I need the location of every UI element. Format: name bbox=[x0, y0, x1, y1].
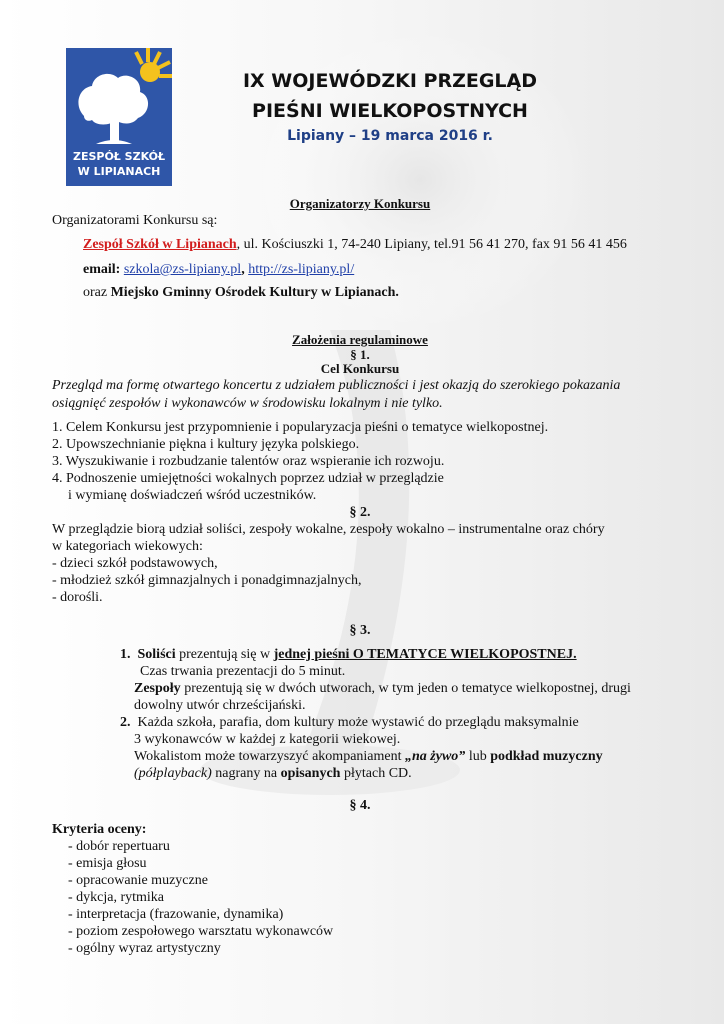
criteria-heading: Kryteria oceny: bbox=[52, 822, 147, 837]
page-title-line1: IX WOJEWÓDZKI PRZEGLĄD bbox=[242, 70, 538, 92]
intro-line1: Przegląd ma formę otwartego koncertu z udziałem publiczności i jest okazją do szerokiego pokazania bbox=[52, 378, 621, 393]
email-link[interactable]: szkola@zs-lipiany.pl bbox=[123, 262, 242, 277]
sun-tree-icon bbox=[66, 48, 172, 148]
page-title-line2: PIEŚNI WIELKOPOSTNYCH bbox=[252, 100, 528, 122]
section-3-mark: § 3. bbox=[349, 623, 371, 638]
school-address-line bbox=[83, 236, 627, 253]
criteria-item: - dykcja, rytmika bbox=[68, 890, 165, 905]
criteria-item: - dobór repertuaru bbox=[68, 839, 170, 854]
goal-item: 4. Podnoszenie umiejętności wokalnych poprzez udział w przeglądzie bbox=[52, 471, 444, 486]
co-organizer-name: Miejsko Gminny Ośrodek Kultury w Lipianach. bbox=[110, 285, 399, 300]
s3-ensembles-line bbox=[134, 680, 631, 697]
co-organizer-line bbox=[83, 284, 399, 301]
soloists-theme: jednej pieśni O TEMATYCE WIELKOPOSTNEJ. bbox=[273, 647, 577, 662]
criteria-item: - ogólny wyraz artystyczny bbox=[68, 941, 221, 956]
s3-cd-line bbox=[134, 765, 412, 782]
criteria-item: - emisja głosu bbox=[68, 856, 147, 871]
contact-comma: , bbox=[241, 262, 245, 277]
school-address: , ul. Kościuszki 1, 74-240 Lipiany, tel.91 56 41 270, fax 91 56 41 456 bbox=[236, 237, 627, 252]
rules-heading: Założenia regulaminowe bbox=[292, 332, 428, 347]
s3-point2-line2: 3 wykonawców w każdej z kategorii wiekowej. bbox=[134, 732, 401, 747]
school-logo bbox=[66, 48, 172, 186]
accompaniment-text: Wokalistom może towarzyszyć akompaniament bbox=[134, 749, 406, 764]
s3-point2-num: 2. bbox=[120, 715, 131, 730]
school-name-link[interactable]: Zespół Szkół w Lipianach bbox=[83, 237, 237, 252]
s3-point2-text: Każda szkoła, parafia, dom kultury może wystawić do przeglądu maksymalnie bbox=[137, 715, 579, 730]
participants-line2: w kategoriach wiekowych: bbox=[52, 539, 203, 554]
live-label: „na żywo” bbox=[405, 749, 466, 764]
contact-line bbox=[83, 261, 354, 278]
co-organizer-prefix: oraz bbox=[83, 285, 111, 300]
halfplayback-label: (półplayback) bbox=[134, 766, 212, 781]
goal-item: 2. Upowszechnianie piękna i kultury języka polskiego. bbox=[52, 437, 360, 452]
described-label: opisanych bbox=[280, 766, 341, 781]
intro-line2: osiągnięć zespołów i wykonawców w środowisku lokalnym i nie tylko. bbox=[52, 396, 443, 411]
section-1-mark: § 1. bbox=[350, 347, 370, 362]
criteria-item: - opracowanie muzyczne bbox=[68, 873, 208, 888]
goal-item: i wymianę doświadczeń wśród uczestników. bbox=[68, 488, 317, 503]
s3-accompaniment-line bbox=[134, 748, 603, 765]
website-link[interactable]: http://zs-lipiany.pl/ bbox=[248, 262, 355, 277]
organizers-heading: Organizatorzy Konkursu bbox=[289, 196, 431, 211]
category-item: - młodzież szkół gimnazjalnych i ponadgimnazjalnych, bbox=[52, 573, 362, 588]
criteria-item: - interpretacja (frazowanie, dynamika) bbox=[68, 907, 284, 922]
logo-text-line1: ZESPÓŁ SZKÓŁ bbox=[72, 150, 166, 163]
soloists-text: prezentują się w bbox=[175, 647, 274, 662]
goal-item: 1. Celem Konkursu jest przypomnienie i popularyzacja pieśni o tematyce wielkopostnej. bbox=[52, 420, 549, 435]
s3-point1-num: 1. bbox=[120, 647, 131, 662]
cd-text: płytach CD. bbox=[340, 766, 412, 781]
ensembles-label: Zespoły bbox=[134, 681, 181, 696]
event-date: Lipiany – 19 marca 2016 r. bbox=[287, 128, 493, 144]
s3-point2-line1 bbox=[120, 714, 579, 731]
backing-track-label: podkład muzyczny bbox=[490, 749, 603, 764]
ensembles-text: prezentują się w dwóch utworach, w tym jeden o tematyce wielkopostnej, drugi bbox=[180, 681, 631, 696]
goal-item: 3. Wyszukiwanie i rozbudzanie talentów oraz wspieranie ich rozwoju. bbox=[52, 454, 445, 469]
category-item: - dorośli. bbox=[52, 590, 103, 605]
recorded-text: nagrany na bbox=[211, 766, 281, 781]
s3-time-limit: Czas trwania prezentacji do 5 minut. bbox=[140, 664, 346, 679]
section-2-mark: § 2. bbox=[349, 505, 371, 520]
email-label: email: bbox=[83, 262, 121, 277]
participants-line1: W przeglądzie biorą udział soliści, zespoły wokalne, zespoły wokalno – instrumentalne oraz chóry bbox=[52, 522, 605, 537]
section-4-mark: § 4. bbox=[349, 798, 371, 813]
logo-text-line2: W LIPIANACH bbox=[77, 165, 161, 178]
section-1-title: Cel Konkursu bbox=[320, 361, 400, 376]
criteria-item: - poziom zespołowego warsztatu wykonawców bbox=[68, 924, 334, 939]
s3-point1-line1 bbox=[120, 646, 577, 663]
soloists-label: Soliści bbox=[137, 647, 176, 662]
organizers-intro: Organizatorami Konkursu są: bbox=[52, 213, 218, 228]
s3-ensembles-line2: dowolny utwór chrześcijański. bbox=[134, 698, 306, 713]
or-text: lub bbox=[465, 749, 491, 764]
category-item: - dzieci szkół podstawowych, bbox=[52, 556, 218, 571]
